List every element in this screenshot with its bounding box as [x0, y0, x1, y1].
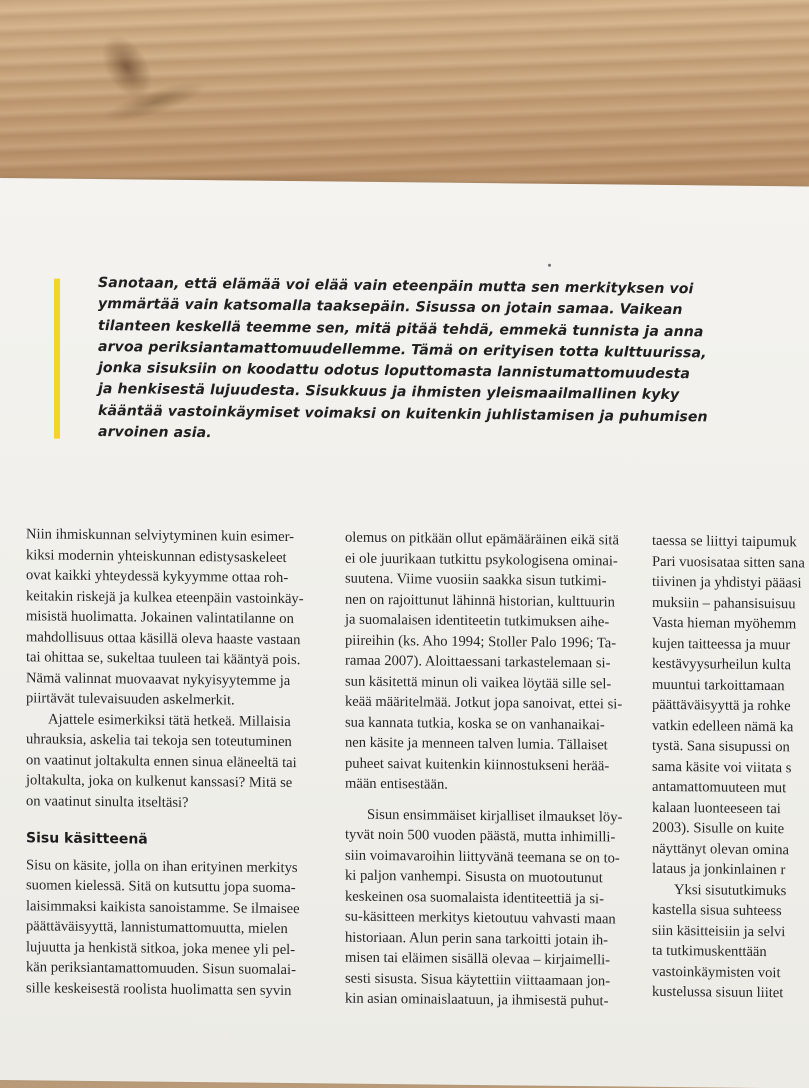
text-line: suomen kielessä. Sitä on kutsuttu jopa suoma- — [26, 877, 296, 897]
text-line: kin asian ominaislaatuun, ja ihmisestä puhut- — [345, 990, 609, 1010]
text-line: tyvät noin 500 vuoden päästä, mutta inhimilli- — [345, 826, 616, 846]
text-line: tiivinen ja yhdistyi pääasi — [652, 573, 802, 592]
text-line: siin voimavaroihin liittyvänä teemana se on to- — [345, 847, 620, 866]
text-line: Nämä valinnat muovaavat nykyisyytemme ja — [26, 669, 291, 689]
text-line: kän periksiantamattomuuden. Sisun suomalai- — [26, 959, 296, 979]
text-line: kustelussa sisuun liitet — [652, 983, 784, 1002]
paragraph — [26, 709, 336, 815]
text-line: mään entisestään. — [345, 775, 448, 793]
text-line: nen käsite ja menneen talven lumia. Tällaiset — [345, 734, 608, 754]
quote-accent-bar — [54, 279, 60, 439]
text-line: taessa se liittyi taipumuk — [652, 532, 797, 551]
text-column-2 — [345, 528, 645, 1013]
text-line: lujuutta ja henkistä sitkoa, joka menee yli pel- — [26, 938, 296, 958]
text-line: siin käsitteisiin ja selvi — [652, 922, 786, 940]
quote-line: ja henkisestä lujuudesta. Sisukkuus ja ihmisten yleismaailmallinen kyky — [98, 381, 680, 404]
text-line: muksiin – pahansisuisuu — [652, 594, 796, 612]
text-line: su-käsitteen merkitys kietoutuu vahvasti maan — [345, 908, 616, 928]
quote-line: jonka sisuksiin on koodattu odotus loputtomasta lannistumattomuudesta — [98, 360, 690, 383]
text-line: ei ole juurikaan tutkittu psykologisena ominai- — [345, 550, 618, 569]
text-line: Niin ihmiskunnan selviytyminen kuin esimer- — [26, 526, 295, 546]
text-line: piireihin (ks. Aho 1994; Stoller Palo 1996; Ta- — [345, 632, 617, 651]
text-line: keää määritelmää. Jotkut jopa sanoivat, ettei si- — [345, 693, 623, 713]
text-line: laisimmaksi kaikista sanoistamme. Se ilmaisee — [26, 897, 300, 917]
text-line: piirtävät tulevaisuuden askelmerkit. — [26, 690, 235, 709]
print-speck — [548, 264, 551, 267]
text-line: suutena. Viime vuosiin saakka sisun tutkimi- — [345, 570, 607, 590]
text-line: ja suomalaisen identiteetin tutkimuksen aihe- — [345, 611, 610, 631]
text-line: Ajattele esimerkiksi tätä hetkeä. Millaisia — [48, 711, 291, 730]
text-line: keitakin riskejä ja kulkea eteenpäin vastoinkäy- — [26, 587, 304, 607]
paragraph — [26, 855, 336, 1002]
text-line: keskeinen osa suomalaista identiteettiä ja si- — [345, 888, 604, 907]
text-line: tai ohittaa se, sukeltaa tuuleen tai kääntyä pois. — [26, 649, 301, 669]
quote-line: arvoinen asia. — [98, 424, 212, 442]
text-line: uhrauksia, askelia tai tekoja sen toteutuminen — [26, 731, 292, 751]
text-line: misen tai eläimen sisällä olevaa – kirjaimelli- — [345, 949, 611, 969]
text-line: ta tutkimuskenttään — [652, 942, 767, 961]
text-line: sun käsitettä minun oli vaikea löytää sille sel- — [345, 673, 612, 692]
quote-line: tilanteen keskellä teemme sen, mitä pitää tehdä, emmekä tunnista ja anna — [98, 317, 704, 340]
text-line: vatkin edelleen nämä ka — [652, 717, 794, 735]
text-line: Sisun ensimmäiset kirjalliset ilmaukset löy- — [367, 806, 623, 826]
text-line: mahdollisuus ottaa käsillä oleva haaste vastaan — [26, 628, 301, 648]
text-column-1 — [26, 524, 336, 1001]
text-line: nen on rajoittunut lähinnä historian, kulttuurin — [345, 591, 615, 610]
text-line: olemus on pitkään ollut epämääräinen eikä sitä — [345, 529, 619, 549]
quote-line: ymmärtää vain katsomalla taaksepäin. Sisussa on jotain samaa. Vaikean — [98, 296, 683, 319]
text-line: ki paljon vanhempi. Sisusta on muotoutunut — [345, 867, 603, 887]
text-line: misistä huolimatta. Jokainen valintatilanne on — [26, 608, 294, 628]
text-line: kiksi modernin yhteiskunnan edistysaskeleet — [26, 546, 287, 566]
text-line: kalaan luonteeseen tai — [652, 799, 781, 817]
text-line: Vasta hieman myöhemm — [652, 614, 797, 633]
text-line: kastella sisua suhteess — [652, 901, 782, 920]
text-line: tystä. Sana sisupussi on — [652, 737, 790, 756]
text-line: päättäväisyyttä, lannistumattomuutta, mielen — [26, 918, 288, 938]
text-line: näyttänyt olevan omina — [652, 840, 789, 858]
text-line: puheet saivat kuitenkin kiinnostukseni herää- — [345, 755, 610, 774]
book-page — [0, 178, 809, 1088]
text-line: 2003). Sisulle on kuite — [652, 819, 785, 838]
quote-line: kääntää vastoinkäymiset voimaksi on kuitenkin juhlistamisen ja puhumisen — [98, 402, 708, 426]
paragraph — [345, 528, 645, 798]
text-line: Pari vuosisataa sitten sana — [652, 553, 805, 571]
text-line: lataus ja jonkinlainen r — [652, 860, 786, 879]
text-line: historiaan. Alun perin sana tarkoitti jotain ih- — [345, 929, 609, 948]
pull-quote — [98, 273, 708, 449]
text-line: sua kannata tutkia, koska se on vanhanaikai- — [345, 714, 605, 733]
text-line: muuntui tarkoittamaan — [652, 676, 785, 694]
section-heading: Sisu käsitteenä — [26, 830, 148, 848]
text-line: ramaa 2007). Aloittaessani tarkastelemaan si- — [345, 652, 611, 672]
wooden-table-background — [0, 0, 809, 200]
paragraph — [26, 524, 336, 712]
quote-line: arvoa periksiantamattomuudellemme. Tämä on erityisen totta kulttuurissa, — [98, 338, 707, 362]
text-line: päättäväisyyttä ja rohke — [652, 696, 791, 715]
paragraph — [345, 804, 645, 1012]
paragraph — [652, 879, 809, 1004]
text-line: antamattomuuteen mut — [652, 778, 787, 797]
quote-line: Sanotaan, että elämää voi elää vain eteenpäin mutta sen merkityksen voi — [98, 275, 694, 298]
text-line: sama käsite voi viitata s — [652, 758, 792, 776]
text-line: sille keskeisestä roolista huolimatta sen syvin — [26, 979, 292, 999]
text-line: ovat kaikki yhteydessä kykyymme ottaa roh- — [26, 567, 289, 587]
paragraph — [652, 531, 809, 882]
text-line: joltakulta, joka on kulkenut kanssasi? Mitä se — [26, 772, 293, 792]
text-line: Sisu on käsite, jolla on ihan erityinen merkitys — [26, 856, 298, 876]
text-line: vastoinkäymisten voit — [652, 963, 781, 981]
text-line: sesti sisusta. Sisua käytettiin viittaamaan jon- — [345, 970, 611, 989]
text-line: Yksi sisututkimuks — [674, 881, 787, 899]
text-column-3 — [652, 531, 809, 1005]
text-line: on vaatinut joltakulta ennen sinua eläneeltä tai — [26, 751, 297, 771]
text-line: on vaatinut sinulta itseltäsi? — [26, 792, 189, 811]
text-line: kestävyysurheilun kulta — [652, 655, 792, 674]
text-line: kujen taitteessa ja muur — [652, 635, 791, 653]
